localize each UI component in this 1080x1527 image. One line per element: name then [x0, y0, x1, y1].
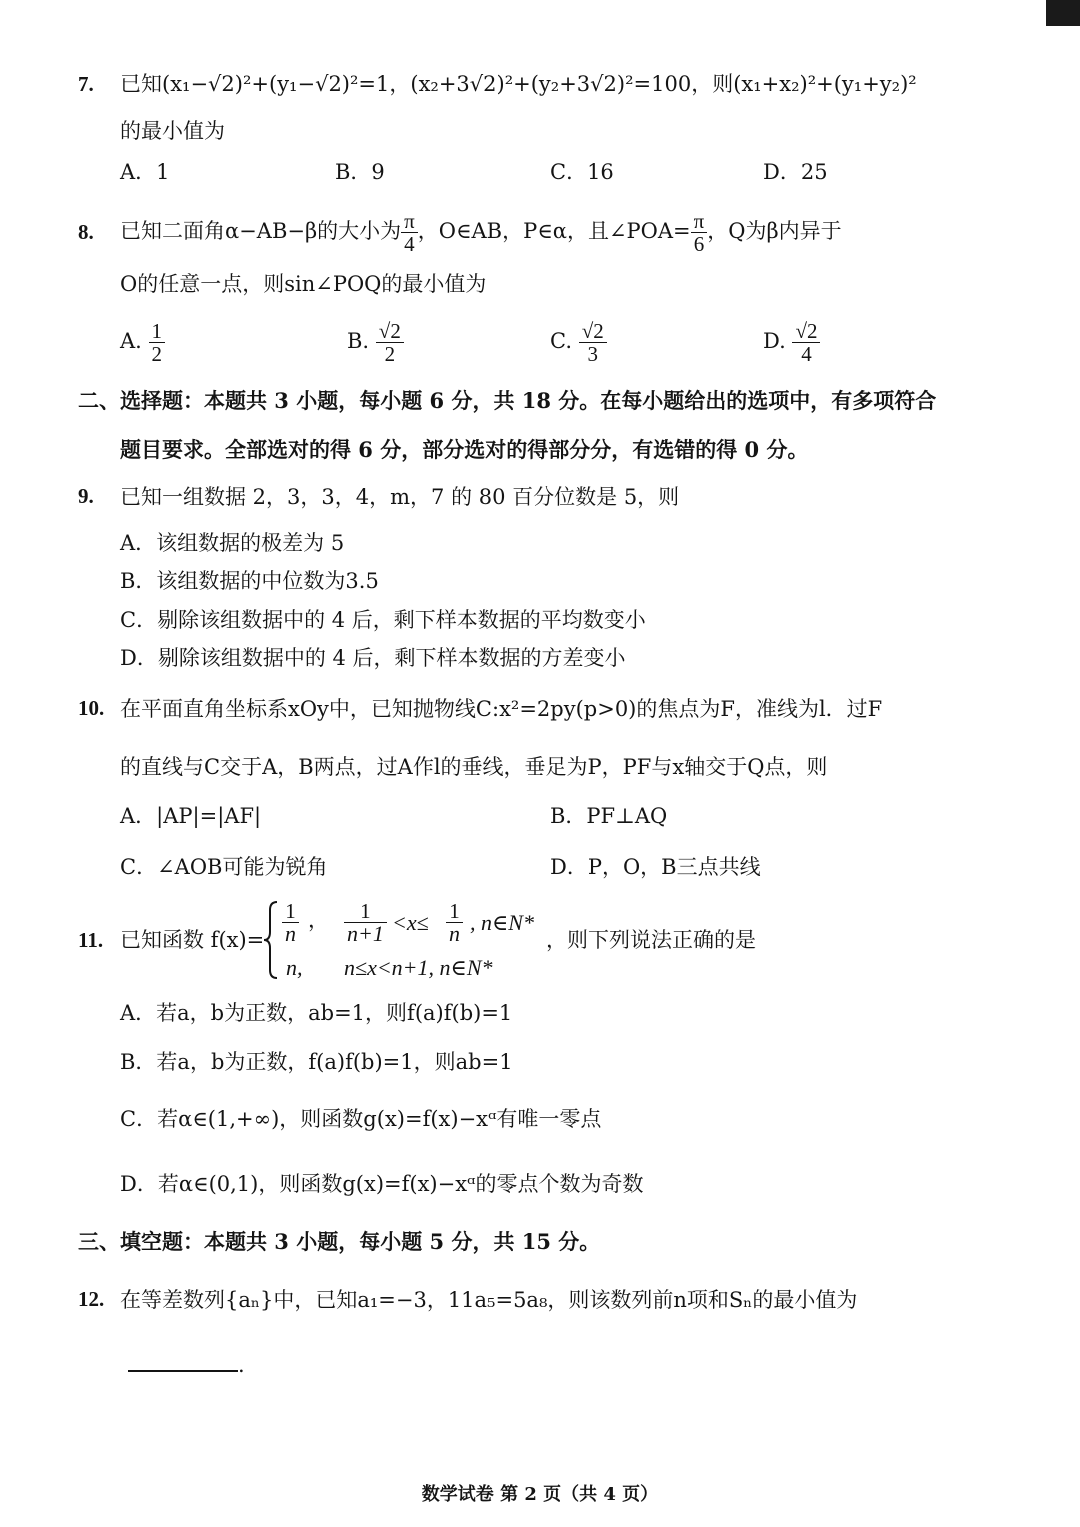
option-b: B．PF⊥AQ: [550, 804, 668, 828]
fraction-numerator: √2: [579, 320, 607, 343]
option-b: B．该组数据的中位数为3.5: [120, 569, 379, 593]
option-letter: A.: [120, 329, 142, 353]
question-stem-line1: 在平面直角坐标系xOy中，已知抛物线C:x²=2py(p>0)的焦点为F，准线为l．过F: [120, 697, 883, 721]
option-a: [120, 318, 165, 365]
option-a: A．若a，b为正数，ab=1，则f(a)f(b)=1: [120, 1001, 513, 1025]
stem-part: 已知二面角α−AB−β的大小为: [120, 219, 402, 243]
question-number: 8.: [78, 220, 94, 244]
question-number: 12.: [78, 1287, 105, 1311]
fraction-denominator: 2: [151, 342, 163, 366]
section-heading-line1: 二、选择题：本题共 3 小题，每小题 6 分，共 18 分。在每小题给出的选项中，有多项符合: [78, 388, 937, 413]
option-c: C．剔除该组数据中的 4 后，剩下样本数据的平均数变小: [120, 608, 646, 632]
section-heading-line1: 三、填空题：本题共 3 小题，每小题 5 分，共 15 分。: [78, 1229, 601, 1254]
page-footer: 数学试卷 第 2 页（共 4 页）: [421, 1484, 659, 1505]
option-letter: D.: [763, 329, 786, 353]
scan-corner-mark: [1046, 0, 1080, 26]
option-d: D．P，O，B三点共线: [550, 855, 761, 879]
option-d: [763, 318, 820, 365]
case1-inequality: <x≤: [392, 910, 429, 935]
option-b: B．9: [335, 160, 385, 184]
fraction-denominator: 4: [404, 232, 415, 256]
blank-period: .: [238, 1353, 245, 1377]
option-d: D．剔除该组数据中的 4 后，剩下样本数据的方差变小: [120, 646, 626, 670]
question-stem: 已知一组数据 2，3，3，4，m，7 的 80 百分位数是 5，则: [120, 485, 680, 509]
fraction-denominator: 2: [384, 342, 396, 366]
function-prefix: 已知函数 f(x)=: [120, 928, 265, 952]
option-a: A．1: [120, 160, 170, 184]
fraction-pi-over-6: [691, 210, 708, 255]
fraction-pi-over-4: [401, 210, 418, 255]
question-number: 7.: [78, 72, 94, 96]
fraction-denominator: n+1: [347, 921, 384, 946]
question-stem-line1: [120, 208, 842, 255]
stem-part: ，Q为β内异于: [707, 219, 842, 243]
case1-lower-fraction: [344, 900, 387, 945]
option-fraction: [149, 320, 166, 365]
fraction-denominator: 6: [693, 232, 705, 256]
option-fraction: [792, 320, 820, 365]
option-c: C．∠AOB可能为锐角: [120, 855, 328, 879]
comma-glyph: ，: [308, 908, 329, 932]
fraction-numerator: 1: [344, 900, 387, 923]
fraction-numerator: √2: [792, 320, 820, 343]
option-d: D．若α∈(0,1)，则函数g(x)=f(x)−xᵅ的零点个数为奇数: [120, 1172, 644, 1196]
fraction-denominator: 4: [801, 342, 812, 366]
option-fraction: [376, 320, 404, 365]
fraction-denominator: n: [449, 921, 460, 946]
fraction-numerator: π: [401, 210, 418, 233]
case1-domain: , n∈N*: [470, 910, 534, 935]
stem-part: ，O∈AB，P∈α，且∠POA=: [417, 219, 691, 243]
option-c: C．16: [550, 160, 614, 184]
fraction-numerator: 1: [149, 320, 166, 343]
option-d: D．25: [763, 160, 828, 184]
case1-value-fraction: [282, 900, 299, 945]
question-stem-line2: 的最小值为: [120, 119, 225, 143]
fraction-denominator: n: [285, 921, 296, 946]
option-a: A．|AP|=|AF|: [120, 804, 262, 828]
case1-upper-fraction: [446, 900, 463, 945]
option-letter: C.: [550, 329, 572, 353]
option-b: [347, 318, 404, 365]
question-number: 9.: [78, 484, 94, 508]
left-brace-icon: [262, 900, 280, 980]
question-number: 10.: [78, 696, 105, 720]
option-a: A．该组数据的极差为 5: [120, 531, 345, 555]
answer-blank[interactable]: [128, 1346, 238, 1372]
option-letter: B.: [347, 329, 370, 353]
fraction-numerator: π: [691, 210, 708, 233]
question-stem-line1: 已知(x₁−√2)²+(y₁−√2)²=1，(x₂+3√2)²+(y₂+3√2)²=100，则(x₁+x₂)²+(y₁+y₂)²: [120, 72, 917, 96]
question-suffix: ，则下列说法正确的是: [546, 928, 756, 952]
fraction-numerator: 1: [282, 900, 299, 923]
case2-condition: n≤x<n+1, n∈N*: [344, 955, 493, 980]
option-fraction: [579, 320, 607, 365]
answer-blank-row: [128, 1346, 245, 1379]
question-stem: 在等差数列{aₙ}中，已知a₁=−3，11a₅=5a₈，则该数列前n项和Sₙ的最小值为: [120, 1288, 858, 1312]
section-heading-line2: 题目要求。全部选对的得 6 分，部分选对的得部分分，有选错的得 0 分。: [120, 437, 809, 462]
question-stem-line2: 的直线与C交于A，B两点，过A作l的垂线，垂足为P，PF与x轴交于Q点，则: [120, 755, 828, 779]
question-number: 11.: [78, 928, 104, 952]
option-b: B．若a，b为正数，f(a)f(b)=1，则ab=1: [120, 1050, 513, 1074]
fraction-numerator: 1: [446, 900, 463, 923]
fraction-numerator: √2: [376, 320, 404, 343]
option-c: [550, 318, 607, 365]
question-stem-line2: O的任意一点，则sin∠POQ的最小值为: [120, 272, 487, 296]
case2-value: n,: [286, 955, 303, 980]
option-c: C．若α∈(1,+∞)，则函数g(x)=f(x)−xᵅ有唯一零点: [120, 1107, 602, 1131]
fraction-denominator: 3: [587, 342, 598, 366]
